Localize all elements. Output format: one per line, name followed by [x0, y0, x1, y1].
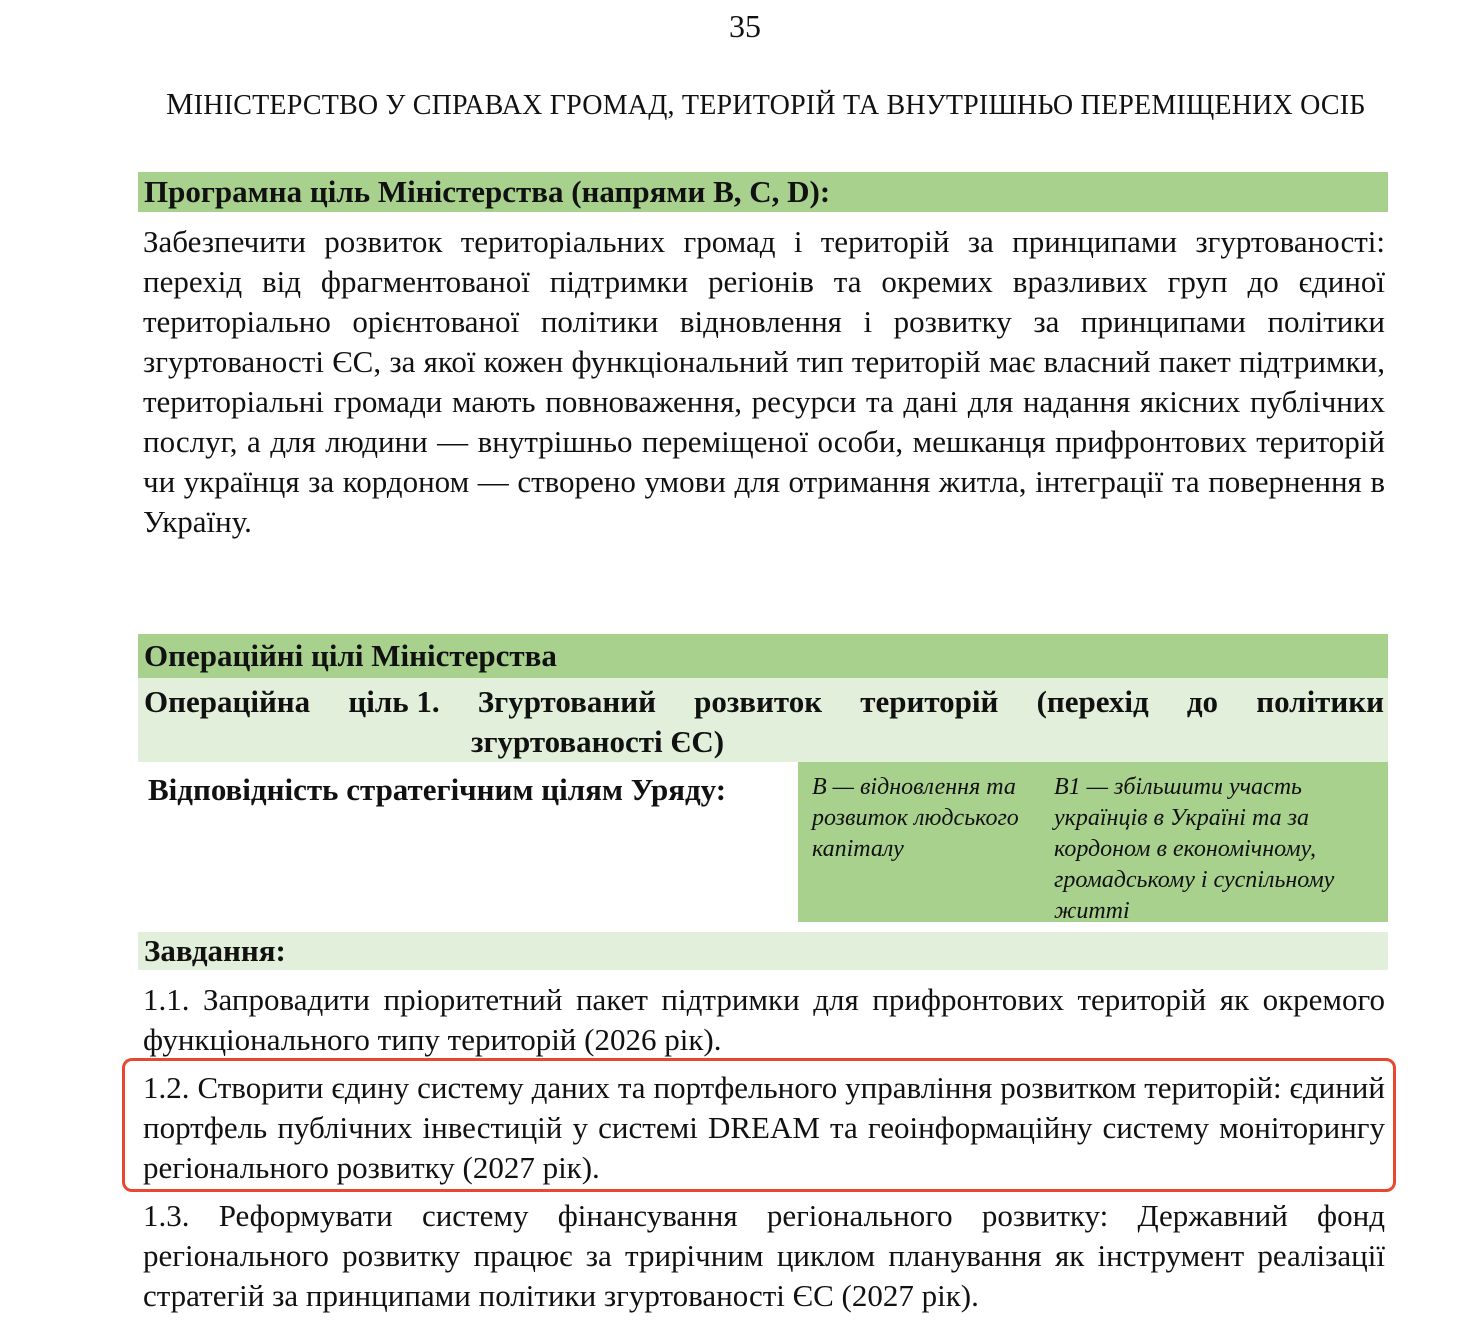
government-alignment-label: Відповідність стратегічним цілям Уряду:	[148, 772, 727, 807]
task-1-2: 1.2. Створити єдину систему даних та портфельного управління розвитком територій: єдиний портфель публічних інвестицій у системі DREAM та геоінформаційну систему моніторингу регіонального розвитку (2027 рік).	[143, 1070, 1385, 1185]
ministry-title-rest: ІНІСТЕРСТВО У СПРАВАХ ГРОМАД, ТЕРИТОРІЙ ТА ВНУТРІШНЬО ПЕРЕМІЩЕНИХ ОСІБ	[193, 90, 1366, 121]
goal1-word: ціль 1.	[348, 684, 440, 719]
goal1-word: розвиток	[694, 684, 823, 719]
operational-goal-1-line1	[144, 682, 1384, 722]
operational-goal-1	[138, 678, 1388, 762]
goal1-word: політики	[1256, 684, 1384, 719]
task-1-3: 1.3. Реформувати систему фінансування регіонального розвитку: Державний фонд регіонального розвитку працює за трирічним циклом планування як інструмент реалізації стратегій за принципами політики згуртованості ЄС (2027 рік).	[143, 1198, 1385, 1313]
goal1-word: до	[1186, 684, 1219, 719]
program-goal-heading: Програмна ціль Міністерства (напрями B, C, D):	[138, 172, 1388, 212]
goal1-word: (перехід	[1036, 684, 1149, 719]
tasks-heading: Завдання:	[138, 932, 1388, 970]
government-goal-b1: B1 — збільшити участь українців в Україні та за кордоном в економічному, громадському і суспільному житті	[1054, 774, 1335, 924]
government-goals-box	[798, 762, 1388, 922]
operational-goals-heading: Операційні цілі Міністерства	[138, 634, 1388, 678]
goal1-word: Згуртований	[477, 684, 656, 719]
page-number: 35	[729, 8, 761, 44]
goal1-word: територій	[860, 684, 999, 719]
ministry-title-initial: М	[166, 86, 194, 121]
operational-goal-1-line2: згуртованості ЄС)	[471, 724, 725, 759]
program-goal-text: Забезпечити розвиток територіальних громад і територій за принципами згуртованості: перехід від фрагментованої підтримки регіонів та окремих вразливих груп до єдиної територіально орієнтованої політики відновлення і розвитку за принципами політики згуртованості ЄС, за якої кожен функціональний тип територій має власний пакет підтримки, територіальні громади мають повноваження, ресурси та дані для надання якісних публічних послуг, а для людини — внутрішньо переміщеної особи, мешканця прифронтових територій чи українця за кордоном — створено умови для отримання житла, інтеграції та повернення в Україну.	[143, 224, 1385, 539]
government-goal-b: B — відновлення та розвиток людського капіталу	[812, 774, 1019, 862]
ministry-title	[166, 86, 1366, 122]
task-1-1: 1.1. Запровадити пріоритетний пакет підтримки для прифронтових територій як окремого функціонального типу територій (2026 рік).	[143, 982, 1385, 1057]
goal1-word: Операційна	[144, 684, 311, 719]
